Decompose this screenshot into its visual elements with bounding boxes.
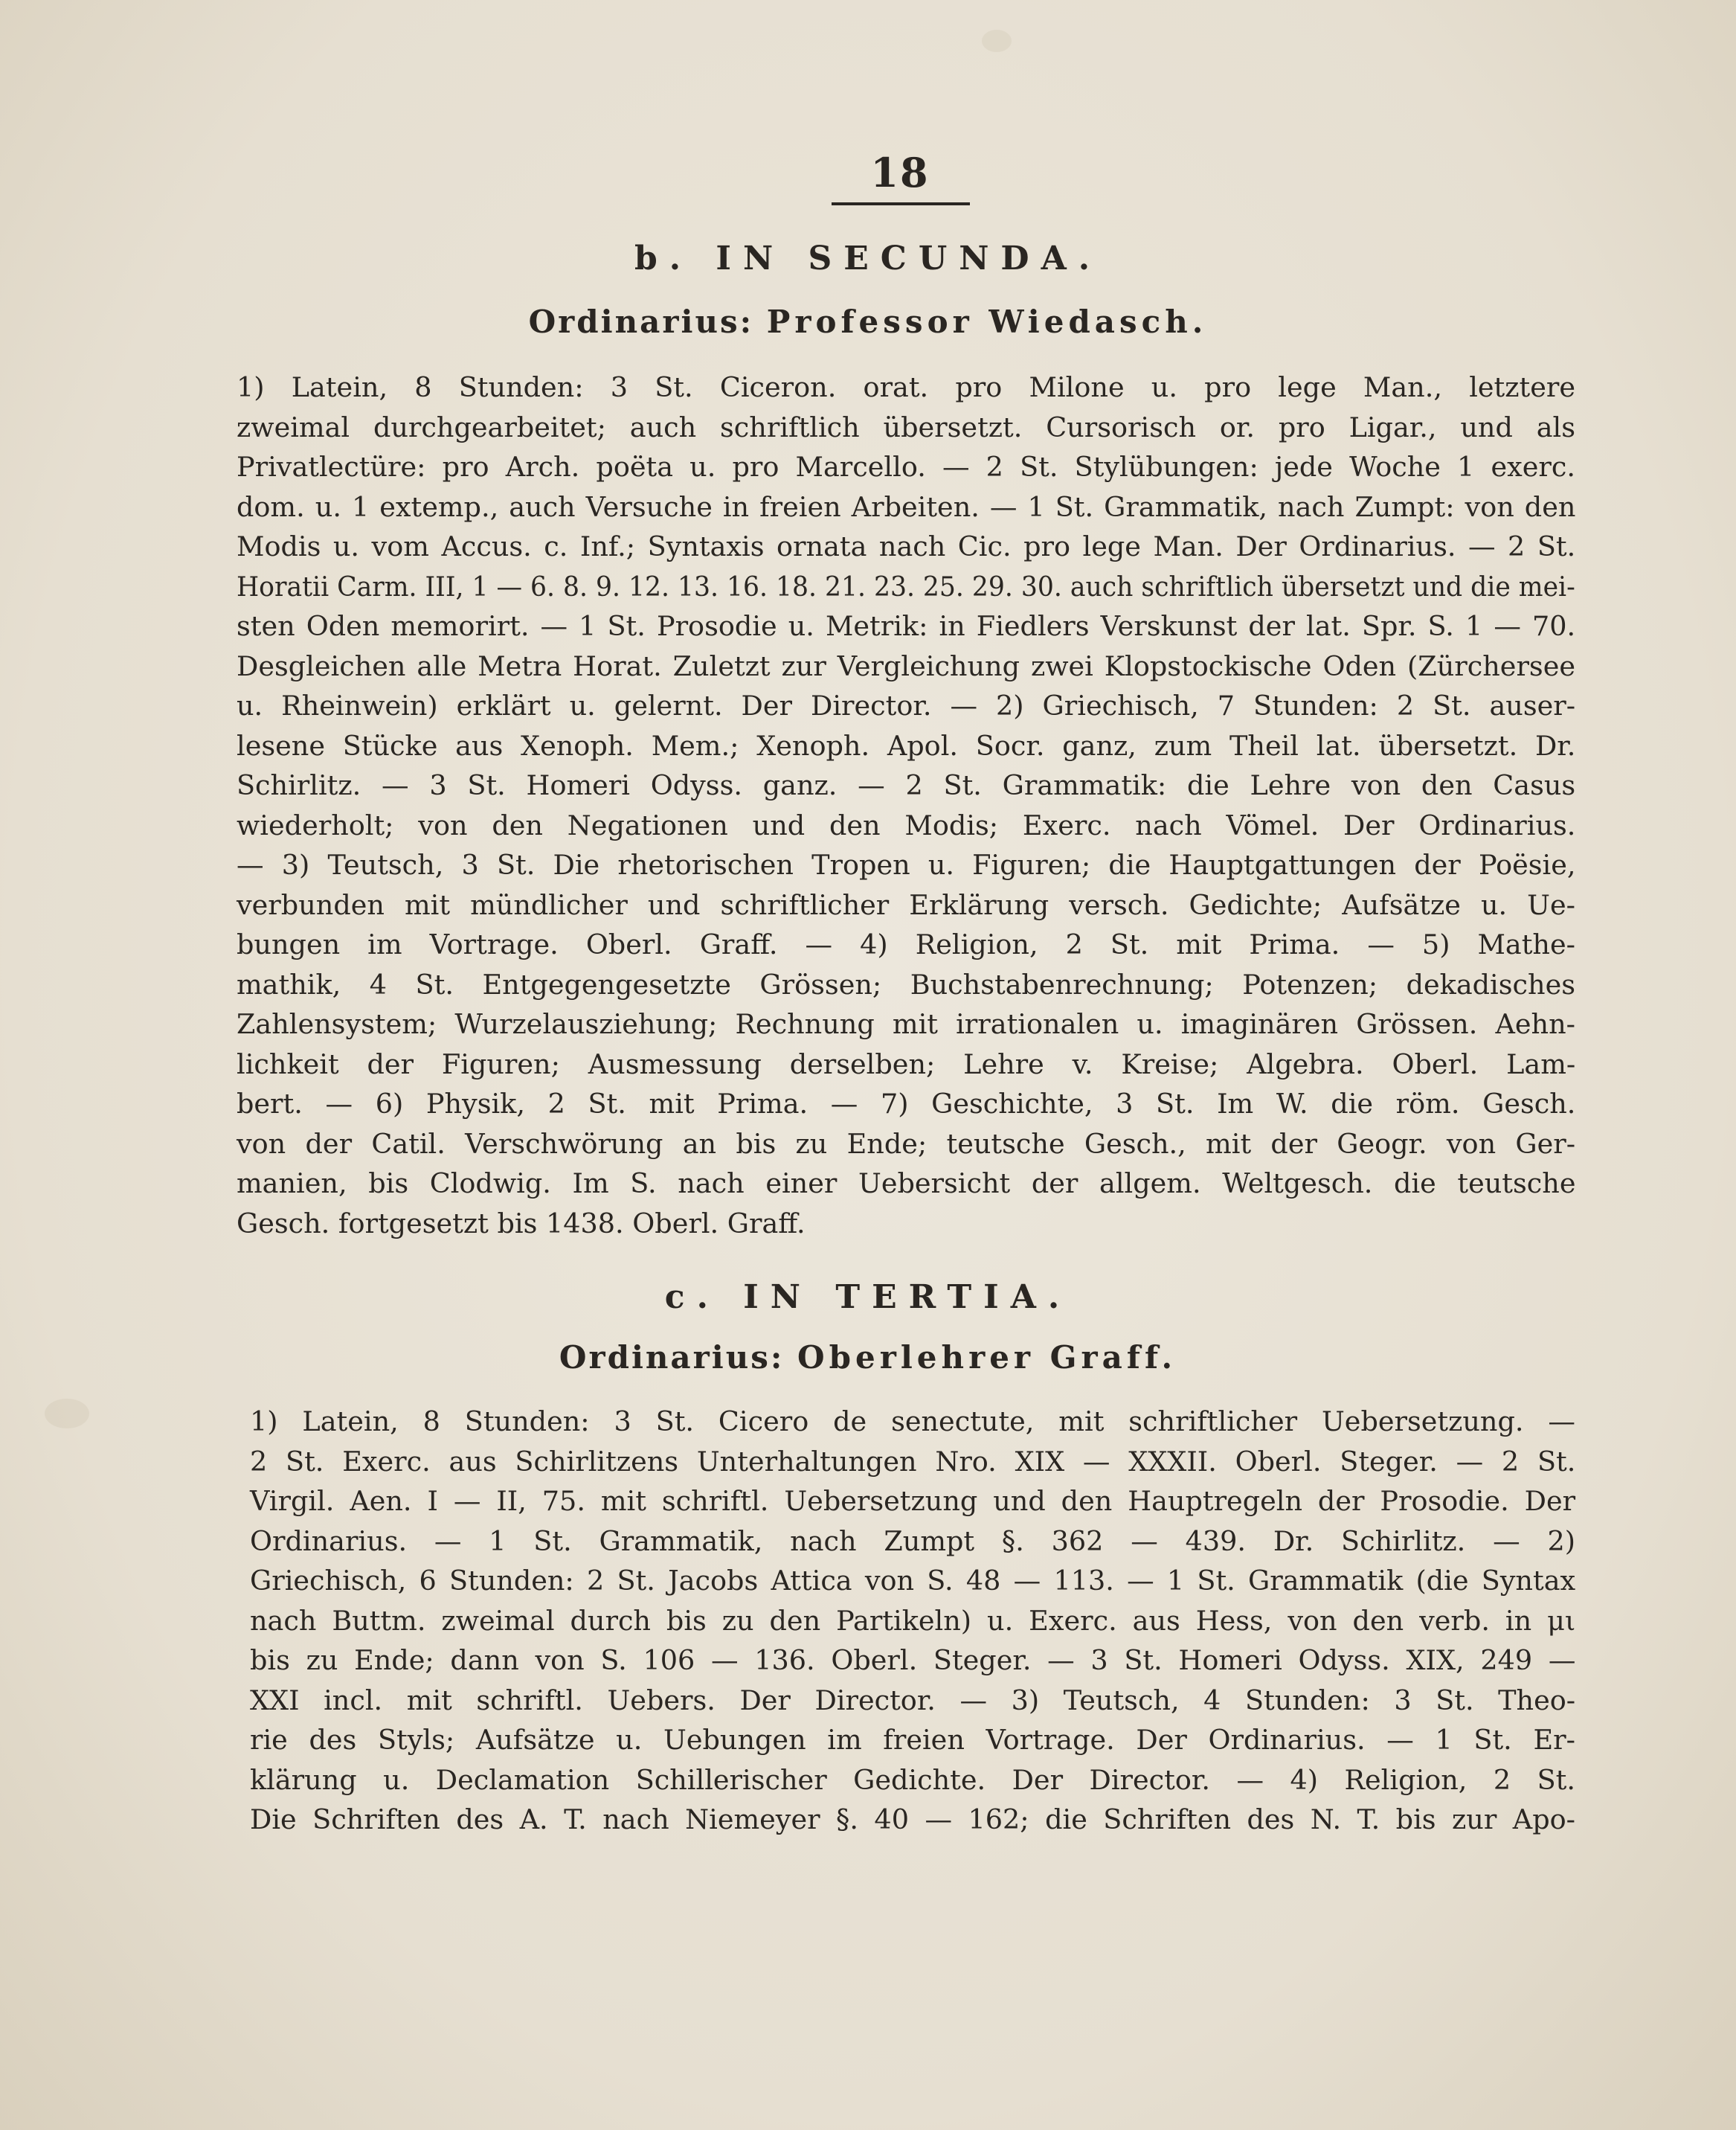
ordinarius-name: Professor Wiedasch. [766, 304, 1208, 340]
text-line: Griechisch, 6 Stunden: 2 St. Jacobs Attica von S. 48 — 113. — 1 St. Grammatik (die Syntax [250, 1565, 1576, 1597]
text-line: Virgil. Aen. I — II, 75. mit schriftl. Uebersetzung und den Hauptregeln der Prosodie. Der [250, 1485, 1576, 1517]
text-line: bert. — 6) Physik, 2 St. mit Prima. — 7) Geschichte, 3 St. Im W. die röm. Gesch. [237, 1088, 1576, 1120]
text-line: — 3) Teutsch, 3 St. Die rhetorischen Tropen u. Figuren; die Hauptgattungen der Poësie, [237, 849, 1576, 881]
text-line: dom. u. 1 extemp., auch Versuche in freien Arbeiten. — 1 St. Grammatik, nach Zumpt: von den [237, 490, 1576, 523]
text-line: Ordinarius. — 1 St. Grammatik, nach Zumpt §. 362 — 439. Dr. Schirlitz. — 2) [250, 1524, 1575, 1557]
section-heading-secunda: b. IN SECUNDA. [634, 240, 1102, 278]
secunda-curriculum-text [237, 368, 1575, 1243]
text-line: Die Schriften des A. T. nach Niemeyer §. 40 — 162; die Schriften des N. T. bis zur Apo- [250, 1803, 1575, 1835]
ordinarius-label: Ordinarius: [559, 1339, 785, 1376]
ordinarius-line-secunda [0, 304, 1736, 340]
ordinarius-name: Oberlehrer Graff. [797, 1339, 1177, 1376]
text-line: 1) Latein, 8 Stunden: 3 St. Ciceron. orat. pro Milone u. pro lege Man., letztere [237, 371, 1575, 403]
text-line: nach Buttm. zweimal durch bis zu den Partikeln) u. Exerc. aus Hess, von den verb. in μι [250, 1604, 1576, 1637]
text-line: bis zu Ende; dann von S. 106 — 136. Oberl. Steger. — 3 St. Homeri Odyss. XIX, 249 — [250, 1644, 1576, 1676]
text-line: lichkeit der Figuren; Ausmessung derselben; Lehre v. Kreise; Algebra. Oberl. Lam- [237, 1048, 1576, 1080]
text-line: Modis u. vom Accus. c. Inf.; Syntaxis ornata nach Cic. pro lege Man. Der Ordinarius. — 2 St. [237, 530, 1576, 562]
text-line: von der Catil. Verschwörung an bis zu Ende; teutsche Gesch., mit der Geogr. von Ger- [237, 1127, 1576, 1160]
text-line: XXI incl. mit schriftl. Uebers. Der Director. — 3) Teutsch, 4 Stunden: 3 St. Theo- [250, 1684, 1576, 1716]
text-line: rie des Styls; Aufsätze u. Uebungen im freien Vortrage. Der Ordinarius. — 1 St. Er- [250, 1724, 1575, 1756]
ordinarius-label: Ordinarius: [528, 304, 754, 340]
text-line: Horatii Carm. III, 1 — 6. 8. 9. 12. 13. 16. 18. 21. 23. 25. 29. 30. auch schriftlich übersetzt und die mei- [237, 570, 1575, 603]
text-line: verbunden mit mündlicher und schriftlicher Erklärung versch. Gedichte; Aufsätze u. Ue- [237, 888, 1575, 921]
page-number-rule [832, 202, 970, 205]
text-line: 1) Latein, 8 Stunden: 3 St. Cicero de senectute, mit schriftlicher Uebersetzung. — [250, 1405, 1575, 1437]
paper-stain [45, 1399, 89, 1428]
text-line: bungen im Vortrage. Oberl. Graff. — 4) Religion, 2 St. mit Prima. — 5) Mathe- [237, 928, 1575, 960]
text-line: mathik, 4 St. Entgegengesetzte Grössen; Buchstabenrechnung; Potenzen; dekadisches [237, 968, 1575, 1001]
tertia-curriculum-text [250, 1402, 1575, 1840]
text-line: u. Rheinwein) erklärt u. gelernt. Der Director. — 2) Griechisch, 7 Stunden: 2 St. auser- [237, 690, 1576, 722]
text-line: Zahlensystem; Wurzelausziehung; Rechnung mit irrationalen u. imaginären Grössen. Aehn- [237, 1008, 1575, 1040]
text-line: lesene Stücke aus Xenoph. Mem.; Xenoph. Apol. Socr. ganz, zum Theil lat. übersetzt. Dr. [237, 729, 1576, 762]
text-line: Privatlectüre: pro Arch. poëta u. pro Marcello. — 2 St. Stylübungen: jede Woche 1 exerc. [237, 451, 1575, 483]
text-line: klärung u. Declamation Schillerischer Gedichte. Der Director. — 4) Religion, 2 St. [250, 1763, 1575, 1796]
text-line: manien, bis Clodwig. Im S. nach einer Uebersicht der allgem. Weltgesch. die teutsche [237, 1167, 1576, 1199]
page-number: 18 [870, 149, 930, 196]
ordinarius-line-tertia [0, 1339, 1736, 1376]
text-line: Gesch. fortgesetzt bis 1438. Oberl. Graff. [237, 1207, 806, 1239]
text-line: Desgleichen alle Metra Horat. Zuletzt zur Vergleichung zwei Klopstockische Oden (Zürchersee [237, 649, 1576, 682]
text-line: wiederholt; von den Negationen und den Modis; Exerc. nach Vömel. Der Ordinarius. [237, 809, 1576, 841]
text-line: Schirlitz. — 3 St. Homeri Odyss. ganz. — 2 St. Grammatik: die Lehre von den Casus [237, 769, 1576, 801]
section-heading-tertia: c. IN TERTIA. [664, 1278, 1072, 1316]
text-line: 2 St. Exerc. aus Schirlitzens Unterhaltungen Nro. XIX — XXXII. Oberl. Steger. — 2 St. [250, 1445, 1576, 1478]
text-line: zweimal durchgearbeitet; auch schriftlich übersetzt. Cursorisch or. pro Ligar., und als [237, 411, 1575, 443]
text-line: sten Oden memorirt. — 1 St. Prosodie u. Metrik: in Fiedlers Verskunst der lat. Spr. S. 1 — 70. [237, 610, 1576, 642]
paper-stain [982, 30, 1012, 52]
